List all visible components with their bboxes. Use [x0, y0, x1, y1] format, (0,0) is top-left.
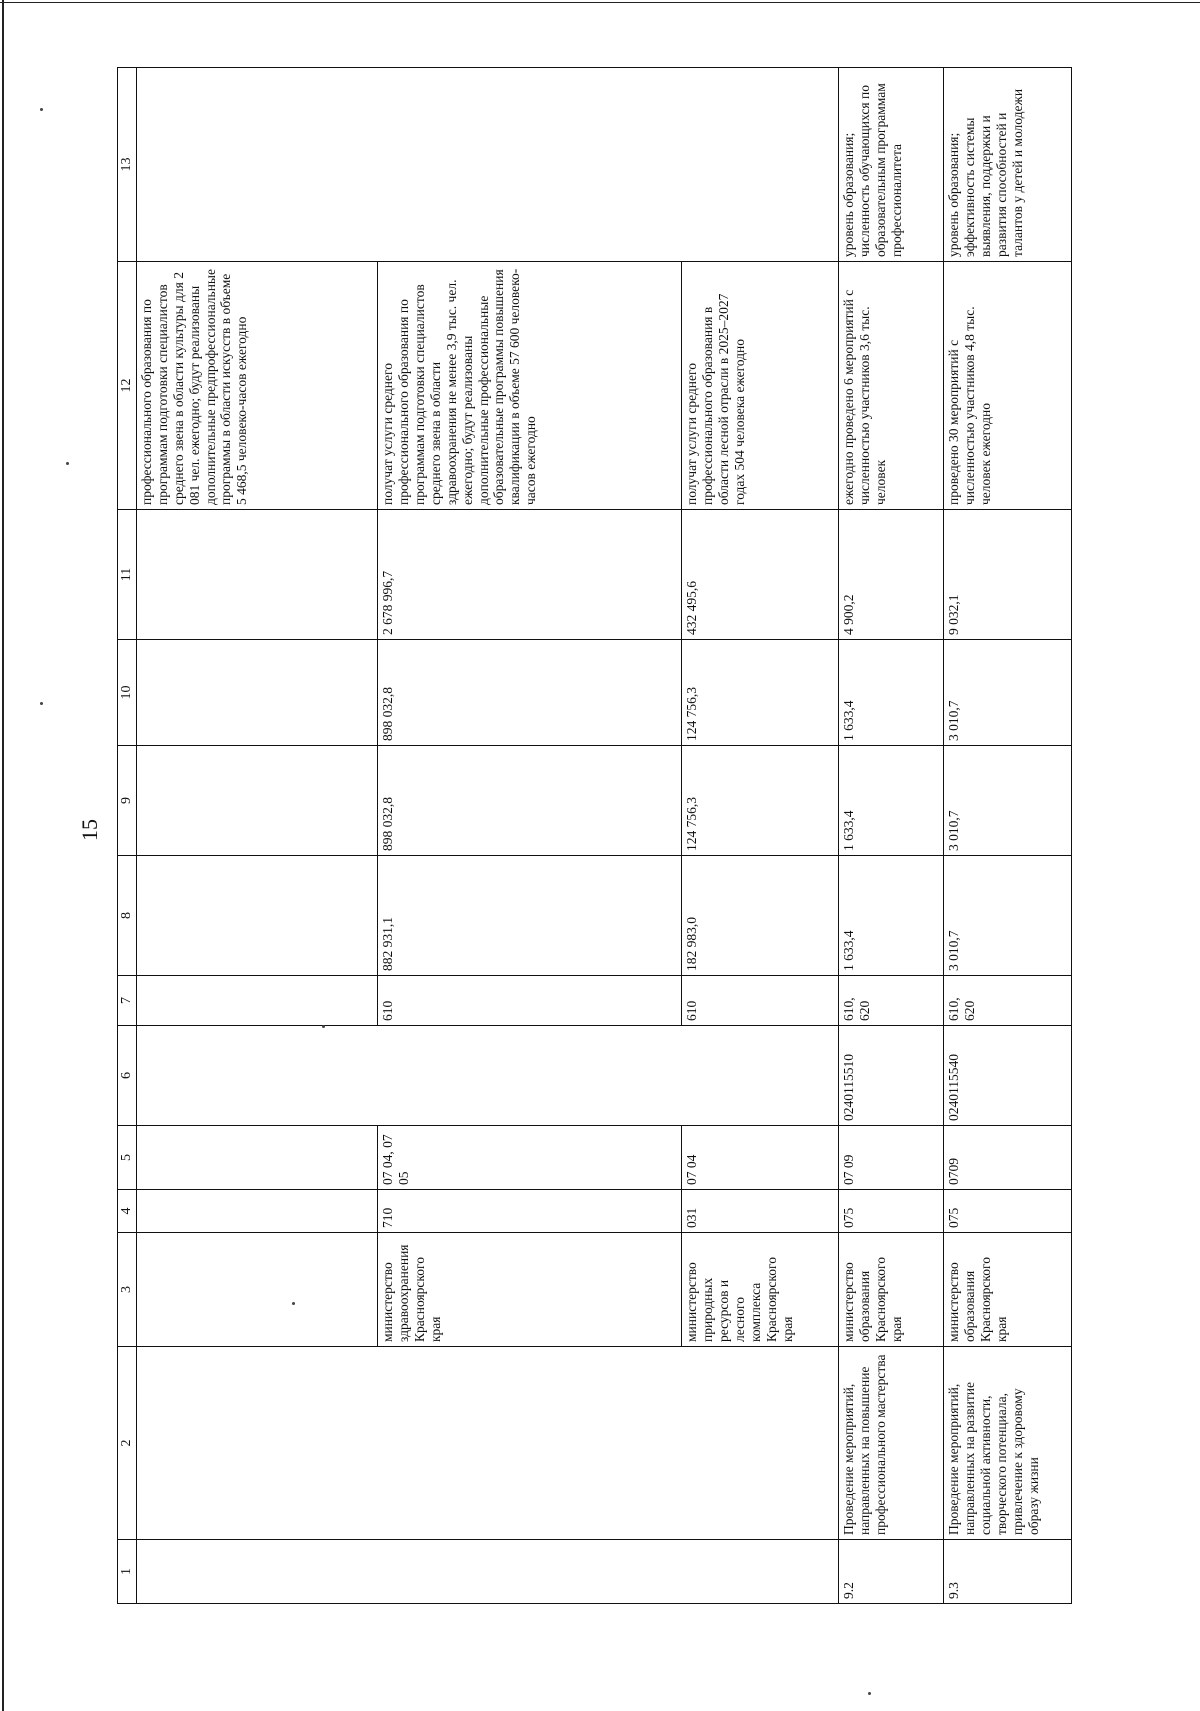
cell: ежегодно проведено 6 мероприятий с численностью участников 3,6 тыс. человек [839, 262, 944, 510]
cell [136, 976, 377, 1026]
header-row [118, 68, 137, 1604]
cell: 2 678 996,7 [377, 510, 681, 640]
cell: министерство образования Красноярского края [839, 1233, 944, 1347]
cell [377, 1347, 681, 1540]
cell: 898 032,8 [377, 640, 681, 746]
col-header: 11 [118, 510, 137, 640]
cell: министерство образования Красноярского края [944, 1233, 1072, 1347]
cell: 610 [681, 976, 838, 1026]
cell: 882 931,1 [377, 856, 681, 976]
col-header: 9 [118, 746, 137, 856]
cell: Проведение мероприятий, направленных на развитие социальной активности, творческого потенциала, привлечение к здоровому образу жизни [944, 1347, 1072, 1540]
cell: получат услуги среднего профессионального образования по программам подготовки специалистов среднего звена в области здравоохранения не менее 3,9 тыс. чел. ежегодно; будут реализованы дополнительные профессиональные образовательные программы повышения квалификации в объеме 57 600 человеко-часов ежегодно [377, 262, 681, 510]
cell: 0240115510 [839, 1026, 944, 1126]
table-row [944, 68, 1072, 1604]
cell: Проведение мероприятий, направленных на повышение профессионального мастерства [839, 1347, 944, 1540]
cell: 031 [681, 1190, 838, 1233]
cell: 3 010,7 [944, 640, 1072, 746]
cell: проведено 30 мероприятий с численностью участников 4,8 тыс. человек ежегодно [944, 262, 1072, 510]
scan-speck [40, 108, 43, 111]
cell [136, 68, 377, 262]
col-header: 6 [118, 1026, 137, 1126]
cell: 432 495,6 [681, 510, 838, 640]
cell [681, 1540, 838, 1604]
col-header: 7 [118, 976, 137, 1026]
col-header: 12 [118, 262, 137, 510]
cell [681, 68, 838, 262]
table-row [681, 68, 838, 1604]
cell: 0709 [944, 1126, 1072, 1190]
rotated-table-wrapper [117, 68, 1072, 1604]
cell: 1 633,4 [839, 856, 944, 976]
col-header: 2 [118, 1347, 137, 1540]
cell [136, 510, 377, 640]
col-header: 4 [118, 1190, 137, 1233]
cell: 075 [944, 1190, 1072, 1233]
cell: 07 04, 07 05 [377, 1126, 681, 1190]
budget-table [117, 67, 1072, 1604]
col-header: 13 [118, 68, 137, 262]
col-header: 3 [118, 1233, 137, 1347]
cell [136, 856, 377, 976]
scan-speck [40, 702, 43, 705]
scan-speck [66, 462, 69, 465]
cell [136, 1026, 377, 1126]
cell: 9 032,1 [944, 510, 1072, 640]
cell: министерство природных ресурсов и лесного комплекса Красноярского края [681, 1233, 838, 1347]
cell: 4 900,2 [839, 510, 944, 640]
scan-speck [292, 1302, 295, 1305]
scan-speck [868, 1692, 871, 1695]
cell [681, 1347, 838, 1540]
cell [136, 640, 377, 746]
cell: 075 [839, 1190, 944, 1233]
cell: профессионального образования по программам подготовки специалистов среднего звена в области культуры для 2 081 чел. ежегодно; будут реализованы дополнительные предпрофессиональные программы в области искусств в объеме 5 468,5 человеко-часов ежегодно [136, 262, 377, 510]
cell [136, 1233, 377, 1347]
cell: уровень образования; численность обучающихся по образовательным программам профессионалитета [839, 68, 944, 262]
cell: получат услуги среднего профессионального образования в области лесной отрасли в 2025–2027 годах 504 человека ежегодно [681, 262, 838, 510]
cell [136, 1190, 377, 1233]
cell: 610 [377, 976, 681, 1026]
table-row [377, 68, 681, 1604]
page-edge-top [0, 2, 1200, 3]
cell: 610, 620 [839, 976, 944, 1026]
cell: 124 756,3 [681, 640, 838, 746]
col-header: 8 [118, 856, 137, 976]
cell: уровень образования; эффективность системы выявления, поддержки и развития способностей и талантов у детей и молодежи [944, 68, 1072, 262]
cell: 3 010,7 [944, 746, 1072, 856]
col-header: 10 [118, 640, 137, 746]
scan-speck [322, 1025, 325, 1028]
cell [377, 1026, 681, 1126]
cell: 898 032,8 [377, 746, 681, 856]
cell: 1 633,4 [839, 640, 944, 746]
cell [681, 1026, 838, 1126]
cell: 124 756,3 [681, 746, 838, 856]
col-header: 5 [118, 1126, 137, 1190]
cell: 610, 620 [944, 976, 1072, 1026]
table-row [839, 68, 944, 1604]
cell [377, 68, 681, 262]
cell [136, 1540, 377, 1604]
col-header: 1 [118, 1540, 137, 1604]
cell: 710 [377, 1190, 681, 1233]
cell: 07 04 [681, 1126, 838, 1190]
cell: 182 983,0 [681, 856, 838, 976]
cell: 9.2 [839, 1540, 944, 1604]
cell [136, 1126, 377, 1190]
cell: 0240115540 [944, 1026, 1072, 1126]
cell: 07 09 [839, 1126, 944, 1190]
table-row [136, 68, 377, 1604]
page-number: 15 [77, 819, 102, 841]
cell: 1 633,4 [839, 746, 944, 856]
cell [377, 1540, 681, 1604]
cell: 3 010,7 [944, 856, 1072, 976]
cell [136, 746, 377, 856]
page-edge-left [2, 0, 4, 1711]
cell: 9.3 [944, 1540, 1072, 1604]
cell: министерство здравоохранения Красноярского края [377, 1233, 681, 1347]
cell [136, 1347, 377, 1540]
